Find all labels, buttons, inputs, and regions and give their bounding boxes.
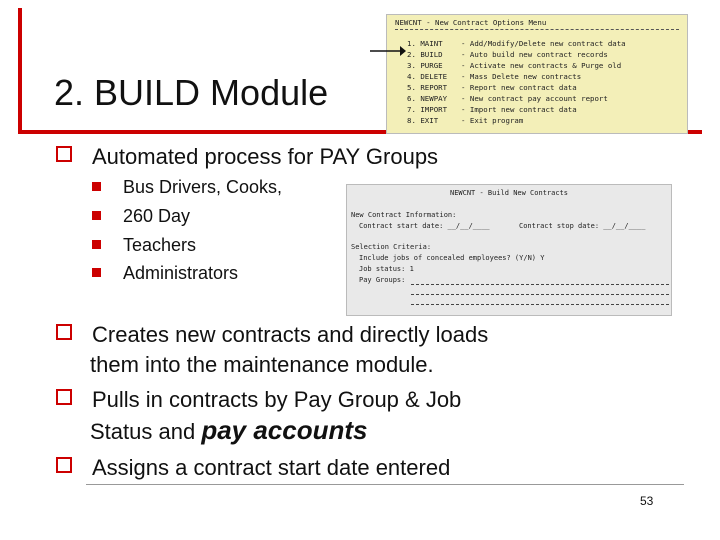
square-bullet-icon: [92, 211, 101, 220]
square-bullet-icon: [92, 240, 101, 249]
menu-item: 3. PURGE - Activate new contracts & Purge old: [407, 61, 622, 70]
pay-groups-line: [411, 284, 669, 285]
square-bullet-icon: [92, 268, 101, 277]
sub-bullet: Bus Drivers, Cooks,: [92, 177, 282, 198]
build-screen-header: NEWCNT - Build New Contracts: [449, 189, 568, 197]
hollow-square-bullet-icon: [56, 389, 72, 405]
hollow-square-bullet-icon: [56, 457, 72, 473]
pay-groups-line: [411, 304, 669, 305]
bullet-pulls: Pulls in contracts by Pay Group & Job Status and pay accounts: [56, 387, 461, 413]
menu-item: 2. BUILD - Auto build new contract records: [407, 50, 608, 59]
bullet-pulls-line2: Status and pay accounts: [90, 415, 368, 445]
menu-screen-image: [386, 14, 688, 134]
build-screen-image: [346, 184, 672, 316]
slide-title: 2. BUILD Module: [54, 72, 329, 113]
bullet-creates: Creates new contracts and directly loads them into the maintenance module.: [56, 322, 488, 348]
job-status-field: Job status: 1: [359, 265, 414, 273]
menu-item: 5. REPORT - Report new contract data: [407, 83, 577, 92]
bullet-creates-line2: them into the maintenance module.: [90, 352, 434, 377]
square-bullet-icon: [92, 182, 101, 191]
sub-bullet: Administrators: [92, 263, 238, 284]
page-number: 53: [640, 494, 654, 508]
menu-screen-header: NEWCNT - New Contract Options Menu: [395, 18, 547, 27]
footer-rule: [86, 484, 684, 485]
menu-screen-divider: [395, 29, 679, 30]
selection-criteria-label: Selection Criteria:: [351, 243, 432, 251]
hollow-square-bullet-icon: [56, 146, 72, 162]
sub-bullet: Teachers: [92, 235, 196, 256]
menu-item: 6. NEWPAY - New contract pay account report: [407, 94, 608, 103]
contract-stop-field: Contract stop date: __/__/____: [519, 222, 646, 230]
menu-item: 1. MAINT - Add/Modify/Delete new contract data: [407, 39, 626, 48]
sub-bullet: 260 Day: [92, 206, 190, 227]
pay-groups-field: Pay Groups:: [359, 276, 406, 284]
arrow-right-icon: [370, 44, 406, 58]
menu-item: 8. EXIT - Exit program: [407, 116, 524, 125]
bullet-automated: Automated process for PAY Groups: [56, 144, 438, 170]
hollow-square-bullet-icon: [56, 324, 72, 340]
bullet-assigns: Assigns a contract start date entered: [56, 455, 450, 481]
pay-accounts-emphasis: pay accounts: [201, 415, 368, 445]
contract-start-field: Contract start date: __/__/____: [359, 222, 490, 230]
menu-item: 4. DELETE - Mass Delete new contracts: [407, 72, 582, 81]
pay-groups-line: [411, 294, 669, 295]
title-left-rule: [18, 8, 22, 134]
build-section-label: New Contract Information:: [351, 211, 457, 219]
include-concealed-field: Include jobs of concealed employees? (Y/N) Y: [359, 254, 545, 262]
menu-item: 7. IMPORT - Import new contract data: [407, 105, 577, 114]
